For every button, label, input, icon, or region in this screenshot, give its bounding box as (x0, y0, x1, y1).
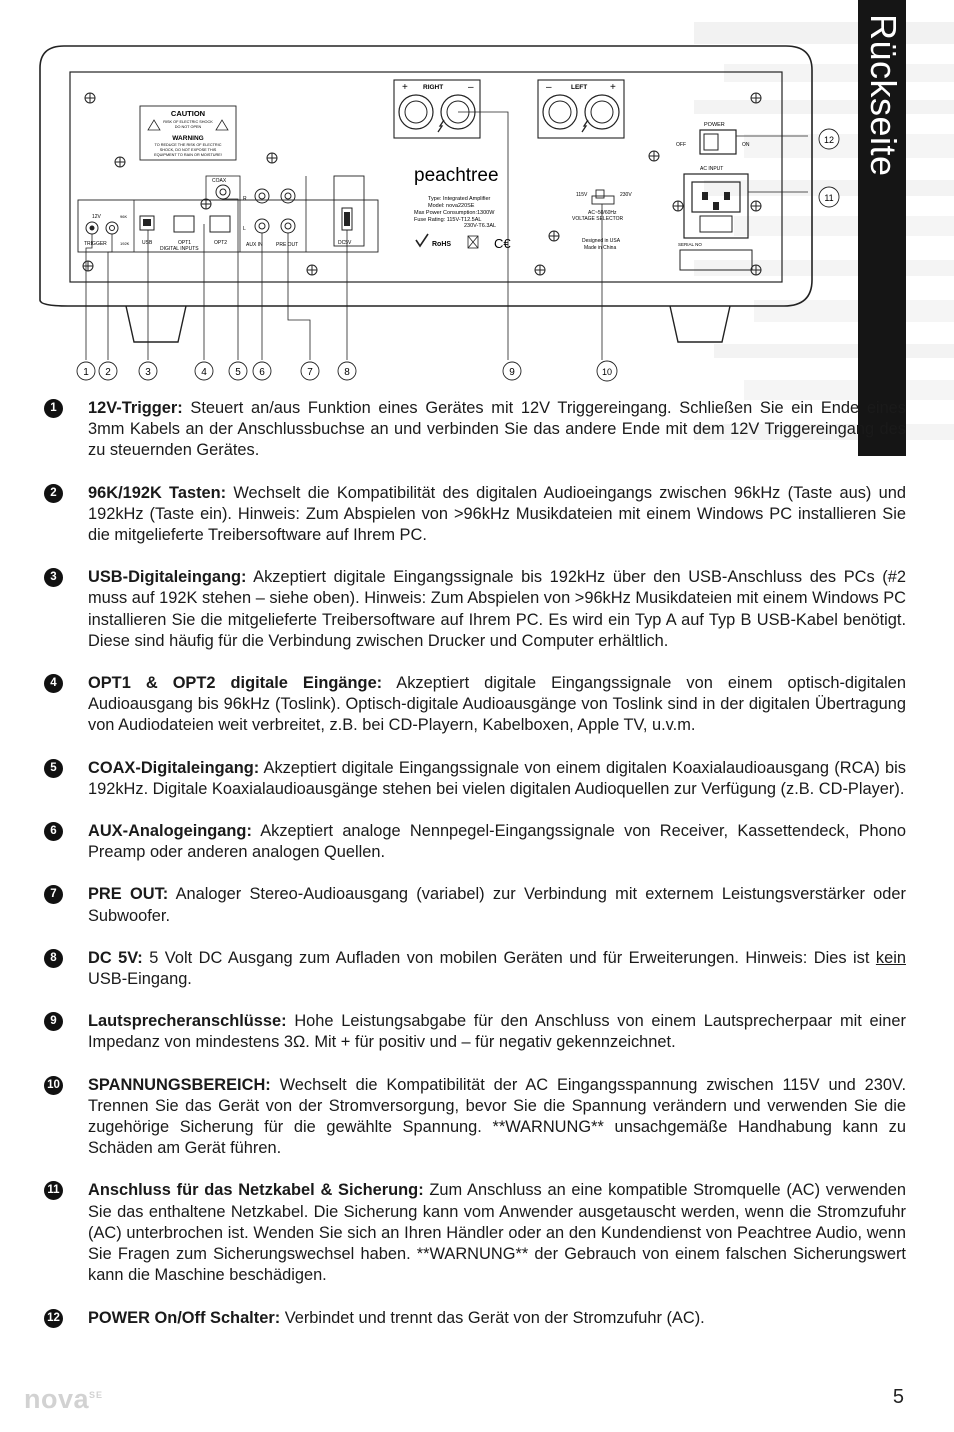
item-number: 3 (44, 568, 63, 587)
item-title: Lautsprecheranschlüsse: (88, 1012, 287, 1031)
svg-text:8: 8 (344, 367, 350, 378)
svg-text:POWER: POWER (704, 122, 725, 128)
svg-text:Designed in USA: Designed in USA (582, 238, 621, 244)
page-number: 5 (892, 1386, 904, 1408)
item-title: PRE OUT: (88, 885, 169, 904)
list-item (44, 821, 906, 863)
item-number: 8 (44, 949, 63, 968)
item-text: Wechselt die Kompatibilität der AC Eingangsspannung zwischen 115V und 230V. Trennen Sie das Gerät von der Stromversorgung, bevor Sie die Spannung verändern und verwenden Sie die zugehörige Sicherung für die gewählte Spannung. **WARNUNG** unsachgemäße Handhabung kann zu Schäden am Gerät führen. (88, 1075, 906, 1158)
item-title: OPT1 & OPT2 digitale Eingänge: (88, 674, 383, 693)
item-text: Wechselt die Kompatibilität des digitalen Audioeingangs zwischen 96kHz (Taste aus) und 192kHz (Taste ein). Hinweis: Zum Abspielen von >96kHz Musikdateien mit einem Windows PC installieren Sie die mitgelieferte Treibersoftware auf Ihrem PC. (88, 483, 906, 545)
item-number: 6 (44, 822, 63, 841)
svg-text:WARNING: WARNING (172, 135, 204, 142)
svg-text:10: 10 (601, 367, 613, 377)
svg-text:Max Power Consumption:1300W: Max Power Consumption:1300W (414, 210, 495, 216)
svg-text:–: – (546, 82, 552, 93)
item-number: 9 (44, 1012, 63, 1031)
input-section (78, 176, 378, 252)
section-tab-label: Rückseite (863, 14, 904, 177)
item-title: COAX-Digitaleingang: (88, 758, 260, 777)
svg-text:AC~50/60Hz: AC~50/60Hz (588, 210, 617, 216)
item-text: Analoger Stereo-Audioausgang (variabel) zur Verbindung mit externem Leistungsverstärker oder Subwoofer. (88, 885, 906, 925)
svg-text:7: 7 (307, 367, 313, 378)
item-number: 12 (44, 1309, 63, 1328)
item-number: 1 (44, 399, 63, 418)
item-title: USB-Digitaleingang: (88, 568, 247, 587)
svg-text:4: 4 (201, 367, 207, 378)
svg-text:TRIGGER: TRIGGER (84, 241, 107, 247)
svg-text:RoHS: RoHS (432, 241, 452, 248)
compliance-marks (416, 234, 511, 251)
item-title: 96K/192K Tasten: (88, 483, 227, 502)
list-item (44, 884, 906, 926)
svg-text:COAX: COAX (212, 178, 227, 184)
item-title: Anschluss für das Netzkabel & Sicherung: (88, 1181, 424, 1200)
svg-text:PRE OUT: PRE OUT (276, 242, 299, 248)
svg-text:RIGHT: RIGHT (423, 84, 444, 91)
svg-text:Fuse Rating: 115V-T12.5AL: Fuse Rating: 115V-T12.5AL (414, 217, 482, 223)
svg-text:3: 3 (145, 367, 151, 378)
caution-label (140, 106, 236, 160)
svg-text:AC INPUT: AC INPUT (700, 166, 724, 172)
item-text: Akzeptiert digitale Eingangssignale von einem digitalen Koaxialaudioausgang (RCA) bis 192kHz. Digitale Koaxialaudioausgänge stehen bei vielen digitalen Audioquellen zur Verfügung (z.B. CD-Player). (88, 758, 906, 798)
svg-text:DC5V: DC5V (338, 240, 352, 246)
svg-text:Type: Integrated Amplifier: Type: Integrated Amplifier (428, 196, 491, 202)
list-item (44, 1011, 906, 1053)
description-list (44, 398, 906, 1350)
list-item (44, 483, 906, 547)
power-section (676, 122, 752, 270)
svg-text:Model: nova220SE: Model: nova220SE (428, 203, 475, 209)
item-text-2: USB-Eingang. (88, 970, 192, 989)
list-item (44, 567, 906, 652)
svg-text:12V: 12V (92, 214, 101, 220)
svg-text:CAUTION: CAUTION (170, 109, 206, 118)
svg-text:115V: 115V (576, 192, 588, 198)
svg-text:2: 2 (105, 367, 111, 378)
item-number: 4 (44, 674, 63, 693)
svg-text:OPT1: OPT1 (178, 240, 192, 246)
list-item (44, 1180, 906, 1286)
item-number: 11 (44, 1181, 63, 1200)
svg-text:AUX IN: AUX IN (246, 242, 263, 248)
svg-text:+: + (402, 82, 408, 93)
item-number: 2 (44, 484, 63, 503)
item-text: Zum Anschluss an eine kompatible Stromquelle (AC) verwenden Sie das enthaltene Netzkabel. Die Sicherung kann vom Anwender ausgetauscht werden, wenn die Stromzufuhr (AC) unterbrochen ist. Wenden Sie sich an Ihren Händler oder an den Kundendienst von Peachtree Audio, wenn Sie Fragen zum Sicherungswechsel haben. **WARNUNG** der Gebrauch von einem falschen Sicherungswert kann die Maschine beschädigen. (88, 1181, 906, 1285)
list-item (44, 758, 906, 800)
svg-text:OPT2: OPT2 (214, 240, 228, 246)
svg-text:Made in China: Made in China (584, 245, 617, 251)
svg-text:EQUIPMENT TO RAIN OR MOISTURE!: EQUIPMENT TO RAIN OR MOISTURE! (154, 153, 222, 157)
item-text: Akzeptiert analoge Nennpegel-Eingangssignale von Receiver, Kassettendeck, Phono Preamp oder anderen analogen Quellen. (88, 822, 906, 862)
item-text: Akzeptiert digitale Eingangssignale von einem optisch-digitalen Audioausgang bis 96kHz (Toslink). Optisch-digitale Audioausgänge von Toslink sind in der digitalen Übertragung von Audiodateien weit verbreitet, z.B. bei CD-Playern, Kabelboxen, Apple TV, u.v.m. (88, 674, 906, 735)
list-item (44, 948, 906, 990)
item-title: AUX-Analogeingang: (88, 822, 252, 841)
svg-text:230V: 230V (620, 192, 632, 198)
svg-text:5: 5 (235, 367, 241, 378)
svg-text:DIGITAL INPUTS: DIGITAL INPUTS (160, 246, 199, 252)
item-text: Steuert an/aus Funktion eines Gerätes mit 12V Triggereingang. Schließen Sie ein Ende eines 3mm Kabels an der Anschlussbuchse an und verbinden Sie das andere Ende mit dem 12V Triggereingang des zu steuernden Gerätes. (88, 399, 906, 460)
item-number: 7 (44, 885, 63, 904)
item-text: 5 Volt DC Ausgang zum Aufladen von mobilen Geräten und für Erweiterungen. Hinweis: Dies ist (142, 948, 876, 967)
svg-text:C€: C€ (494, 236, 511, 251)
item-title: SPANNUNGSBEREICH: (88, 1075, 271, 1094)
rear-panel-diagram (38, 40, 835, 385)
item-underline: kein (875, 948, 906, 967)
svg-text:SERIAL NO: SERIAL NO (678, 242, 702, 247)
svg-text:12: 12 (823, 135, 835, 145)
svg-text:ON: ON (742, 142, 750, 148)
svg-text:L: L (243, 226, 246, 232)
svg-text:1: 1 (83, 367, 89, 378)
speaker-terminal-right (394, 80, 480, 138)
svg-text:R: R (243, 196, 247, 202)
svg-text:VOLTAGE SELECTOR: VOLTAGE SELECTOR (572, 216, 624, 222)
svg-text:11: 11 (824, 193, 834, 203)
svg-text:–: – (468, 82, 474, 93)
item-title: 12V-Trigger: (88, 399, 183, 417)
svg-text:SHOCK, DO NOT EXPOSE THIS: SHOCK, DO NOT EXPOSE THIS (159, 148, 217, 152)
list-item (44, 1308, 906, 1329)
brand-logo: peachtree (414, 165, 499, 186)
svg-text:RISK OF ELECTRIC SHOCK: RISK OF ELECTRIC SHOCK (163, 120, 213, 124)
svg-text:LEFT: LEFT (571, 84, 588, 91)
svg-text:230V-T6.3AL: 230V-T6.3AL (464, 223, 497, 229)
speaker-terminal-left (538, 80, 624, 138)
footer-logo: nova$^{SE}$ (24, 1384, 104, 1414)
svg-text:192K: 192K (120, 241, 130, 246)
svg-text:6: 6 (259, 367, 265, 378)
svg-text:DO NOT OPEN: DO NOT OPEN (174, 125, 202, 129)
item-number: 10 (44, 1076, 63, 1095)
svg-text:96K: 96K (120, 214, 128, 219)
svg-text:OFF: OFF (676, 142, 686, 148)
list-item (44, 1075, 906, 1160)
item-text: Verbindet und trennt das Gerät von der Stromzufuhr (AC). (280, 1308, 705, 1327)
item-number: 5 (44, 759, 63, 778)
item-text: Akzeptiert digitale Eingangssignale bis 192kHz über den USB-Anschluss des PCs (#2 muss auf 192K stehen – siehe oben). Hinweis: Zum Abspielen von >96kHz Musikdateien mit einem Windows PC installieren Sie die mitgelieferte Treibersoftware auf Ihrem PC. Es wird ein Typ A auf Typ B USB-Kabel benötigt. Diese sind häufig für die Verbindung zwischen Drucker und Computer erhältlich. (88, 568, 906, 650)
item-text: Hohe Leistungsabgabe für den Anschluss von einem Lautsprecherpaar mit einer Impedanz von mindestens 3Ω. Mit + für positiv und – für negativ gekennzeichnet. (88, 1012, 906, 1052)
list-item (44, 673, 906, 737)
list-item (44, 398, 906, 462)
svg-text:TO REDUCE THE RISK OF ELECTRIC: TO REDUCE THE RISK OF ELECTRIC (154, 143, 222, 147)
section-tab (858, 0, 906, 456)
item-title: POWER On/Off Schalter: (88, 1308, 281, 1327)
item-title: DC 5V: (88, 948, 143, 967)
svg-text:USB: USB (142, 240, 153, 246)
svg-text:9: 9 (509, 367, 515, 378)
svg-text:+: + (610, 82, 616, 93)
